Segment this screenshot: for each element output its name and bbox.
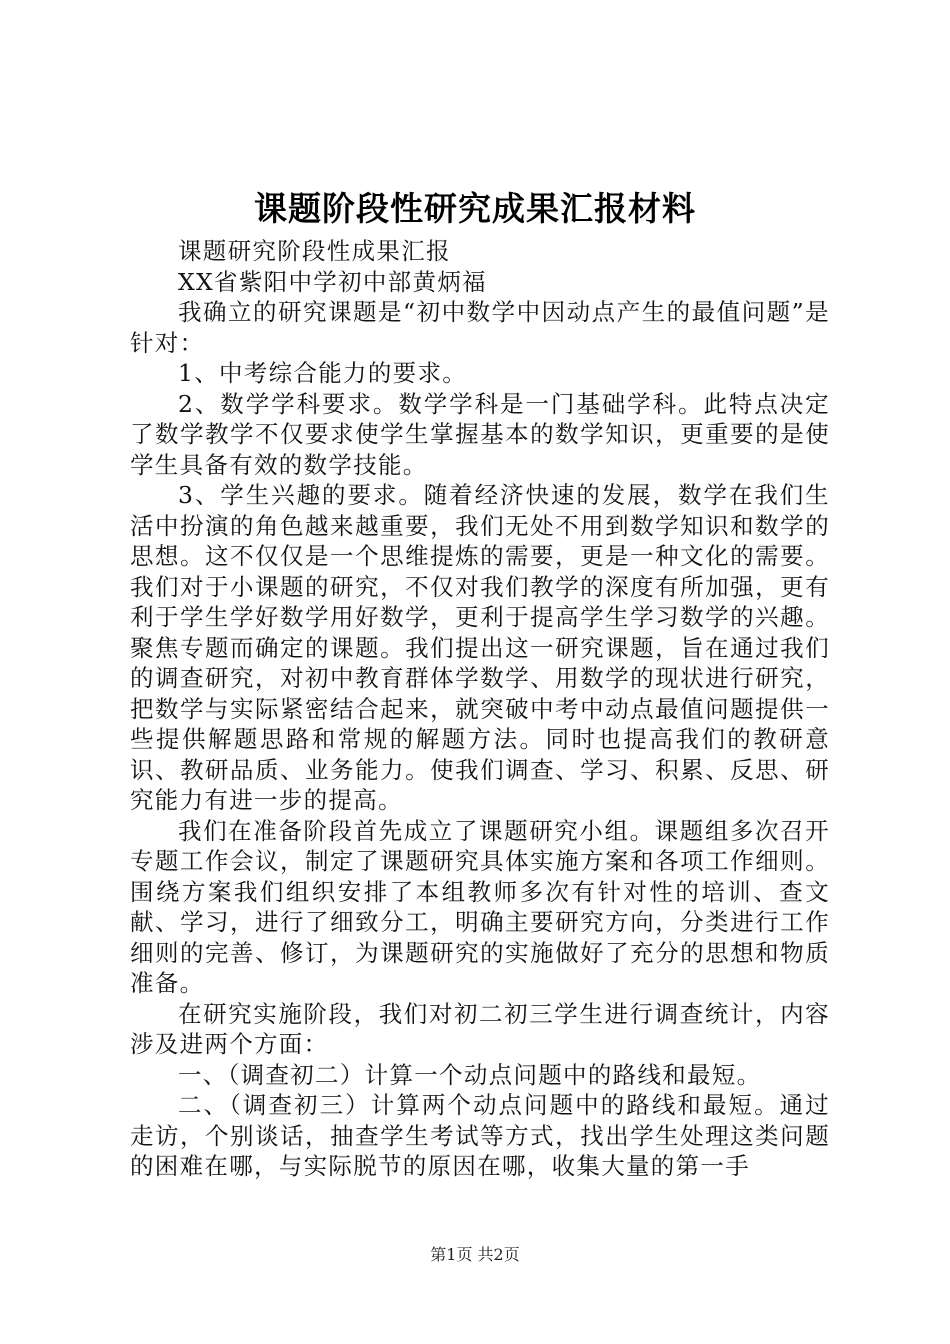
paragraph-topic: 我确立的研究课题是“初中数学中因动点产生的最值问题”是针对：: [130, 298, 830, 357]
paragraph-preparation: 我们在准备阶段首先成立了课题研究小组。课题组多次召开专题工作会议，制定了课题研究具体实施方案和各项工作细则。围绕方案我们组织安排了本组教师多次有针对性的培训、查文献、学习，进行了细致分工，明确主要研究方向，分类进行工作细则的完善、修订，为课题研究的实施做好了充分的思想和物质准备。: [130, 816, 830, 997]
paragraph-implementation: 在研究实施阶段，我们对初二初三学生进行调查统计，内容涉及进两个方面：: [130, 999, 830, 1058]
paragraph-item-1: 1、中考综合能力的要求。: [178, 359, 468, 387]
paragraph-item-3: 3、学生兴趣的要求。随着经济快速的发展，数学在我们生活中扮演的角色越来越重要，我们无处不用到数学知识和数学的思想。这不仅仅是一个思维提炼的需要，更是一种文化的需要。我们对于小课题的研究，不仅对我们教学的深度有所加强，更有利于学生学好数学用好数学，更利于提高学生学习数学的兴趣。聚焦专题而确定的课题。我们提出这一研究课题，旨在通过我们的调查研究，对初中教育群体学数学、用数学的现状进行研究，把数学与实际紧密结合起来，就突破中考中动点最值问题提供一些提供解题思路和常规的解题方法。同时也提高我们的教研意识、教研品质、业务能力。使我们调查、学习、积累、反思、研究能力有进一步的提高。: [130, 481, 830, 814]
paragraph-item-2: 2、数学学科要求。数学学科是一门基础学科。此特点决定了数学教学不仅要求使学生掌握基本的数学知识，更重要的是使学生具备有效的数学技能。: [130, 389, 830, 479]
document-body: [130, 236, 830, 1182]
document-title: 课题阶段性研究成果汇报材料: [254, 189, 696, 228]
paragraph-author: XX省紫阳中学初中部黄炳福: [178, 267, 487, 296]
paragraph-survey-grade2: 一、（调查初二）计算一个动点问题中的路线和最短。: [178, 1060, 762, 1089]
page-number-footer: 第1页 共2页: [430, 1245, 520, 1264]
paragraph-subtitle: 课题研究阶段性成果汇报: [178, 237, 451, 265]
paragraph-survey-grade3: 二、（调查初三）计算两个动点问题中的路线和最短。通过走访，个别谈话，抽查学生考试等方式，找出学生处理这类问题的困难在哪，与实际脱节的原因在哪，收集大量的第一手: [130, 1091, 830, 1180]
